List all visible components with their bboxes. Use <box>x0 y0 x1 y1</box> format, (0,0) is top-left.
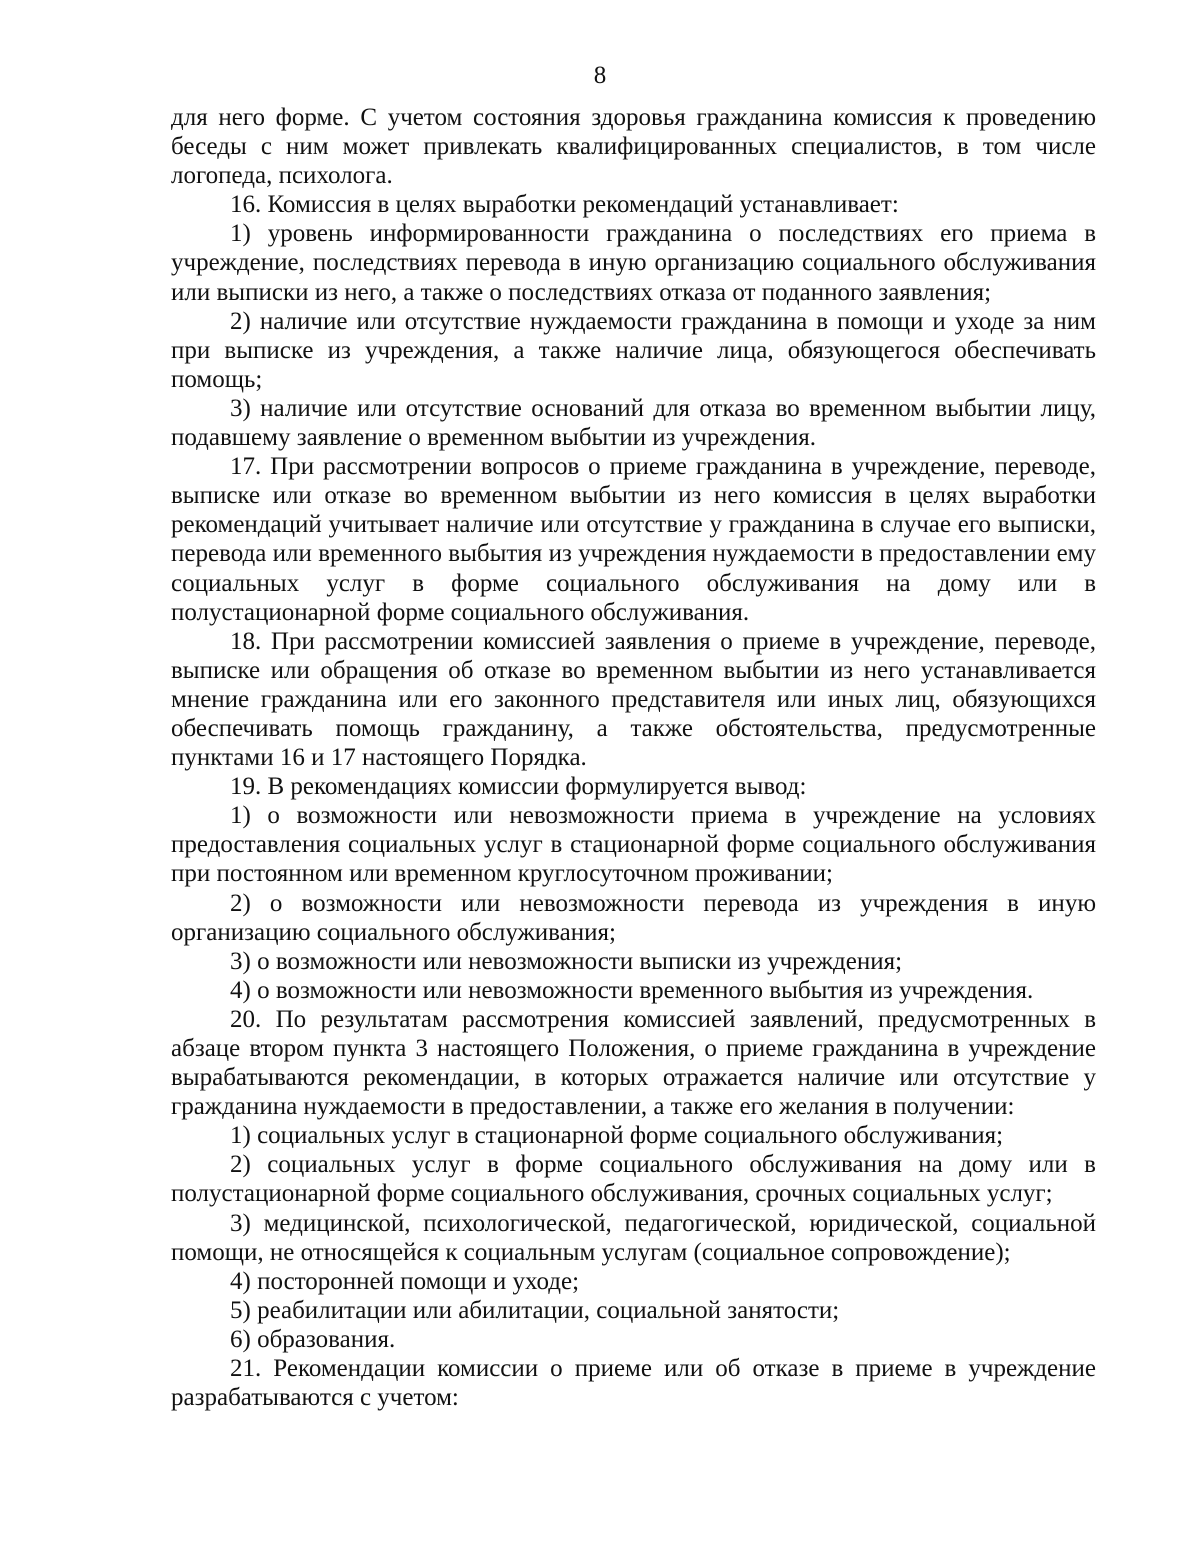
paragraph: 4) о возможности или невозможности временного выбытия из учреждения. <box>230 976 1034 1004</box>
paragraph: 1) о возможности или невозможности приема в учреждение на условиях предоставления социальных услуг в стационарной форме социального обслуживания при постоянном или временном круглосуточном проживании; <box>171 802 1096 888</box>
paragraph: 17. При рассмотрении вопросов о приеме гражданина в учреждение, переводе, выписке или отказе во временном выбытии из него комиссия в целях выработки рекомендаций учитывает наличие или отсутствие у гражданина в случае его выписки, перевода или временного выбытия из учреждения нуждаемости в предоставлении ему социальных услуг в форме социального обслуживания на дому или в полустационарной форме социального обслуживания. <box>171 453 1096 626</box>
paragraph: 3) медицинской, психологической, педагогической, юридической, социальной помощи, не относящейся к социальным услугам (социальное сопровождение); <box>171 1209 1096 1266</box>
paragraph: 6) образования. <box>230 1325 396 1353</box>
page-number: 8 <box>593 62 607 89</box>
paragraph: 18. При рассмотрении комиссией заявления о приеме в учреждение, переводе, выписке или обращения об отказе во временном выбытии из него устанавливается мнение гражданина или его законного представителя или иных лиц, обязующихся обеспечивать помощь гражданину, а также обстоятельства, предусмотренные пунктами 16 и 17 настоящего Порядка. <box>171 627 1096 772</box>
paragraph: 19. В рекомендациях комиссии формулируется вывод: <box>230 773 807 801</box>
paragraph: 2) наличие или отсутствие нуждаемости гражданина в помощи и уходе за ним при выписке из учреждения, а также наличие лица, обязующегося обеспечивать помощь; <box>171 307 1096 393</box>
paragraph: 21. Рекомендации комиссии о приеме или об отказе в приеме в учреждение разрабатываются с учетом: <box>171 1355 1096 1412</box>
paragraph: 2) о возможности или невозможности перевода из учреждения в иную организацию социального обслуживания; <box>171 889 1096 946</box>
paragraph: 1) социальных услуг в стационарной форме социального обслуживания; <box>230 1122 1004 1150</box>
paragraph: 2) социальных услуг в форме социального обслуживания на дому или в полустационарной форме социального обслуживания, срочных социальных услуг; <box>171 1151 1096 1208</box>
paragraph: 5) реабилитации или абилитации, социальной занятости; <box>230 1296 840 1324</box>
paragraph: 16. Комиссия в целях выработки рекомендаций устанавливает: <box>230 191 899 219</box>
paragraph: 4) посторонней помощи и уходе; <box>230 1267 580 1295</box>
paragraph: 3) о возможности или невозможности выписки из учреждения; <box>230 947 903 975</box>
paragraph: 1) уровень информированности гражданина о последствиях его приема в учреждение, последствиях перевода в иную организацию социального обслуживания или выписки из него, а также о последствиях отказа от поданного заявления; <box>171 220 1096 306</box>
paragraph: для него форме. С учетом состояния здоровья гражданина комиссия к проведению беседы с ним может привлекать квалифицированных специалистов, в том числе логопеда, психолога. <box>171 104 1096 190</box>
paragraph: 3) наличие или отсутствие оснований для отказа во временном выбытии лицу, подавшему заявление о временном выбытии из учреждения. <box>171 394 1096 452</box>
paragraph: 20. По результатам рассмотрения комиссией заявлений, предусмотренных в абзаце втором пункта 3 настоящего Положения, о приеме гражданина в учреждение вырабатываются рекомендации, в которых отражается наличие или отсутствие у гражданина нуждаемости в предоставлении, а также его желания в получении: <box>171 1005 1096 1121</box>
document-body <box>171 103 1096 1412</box>
